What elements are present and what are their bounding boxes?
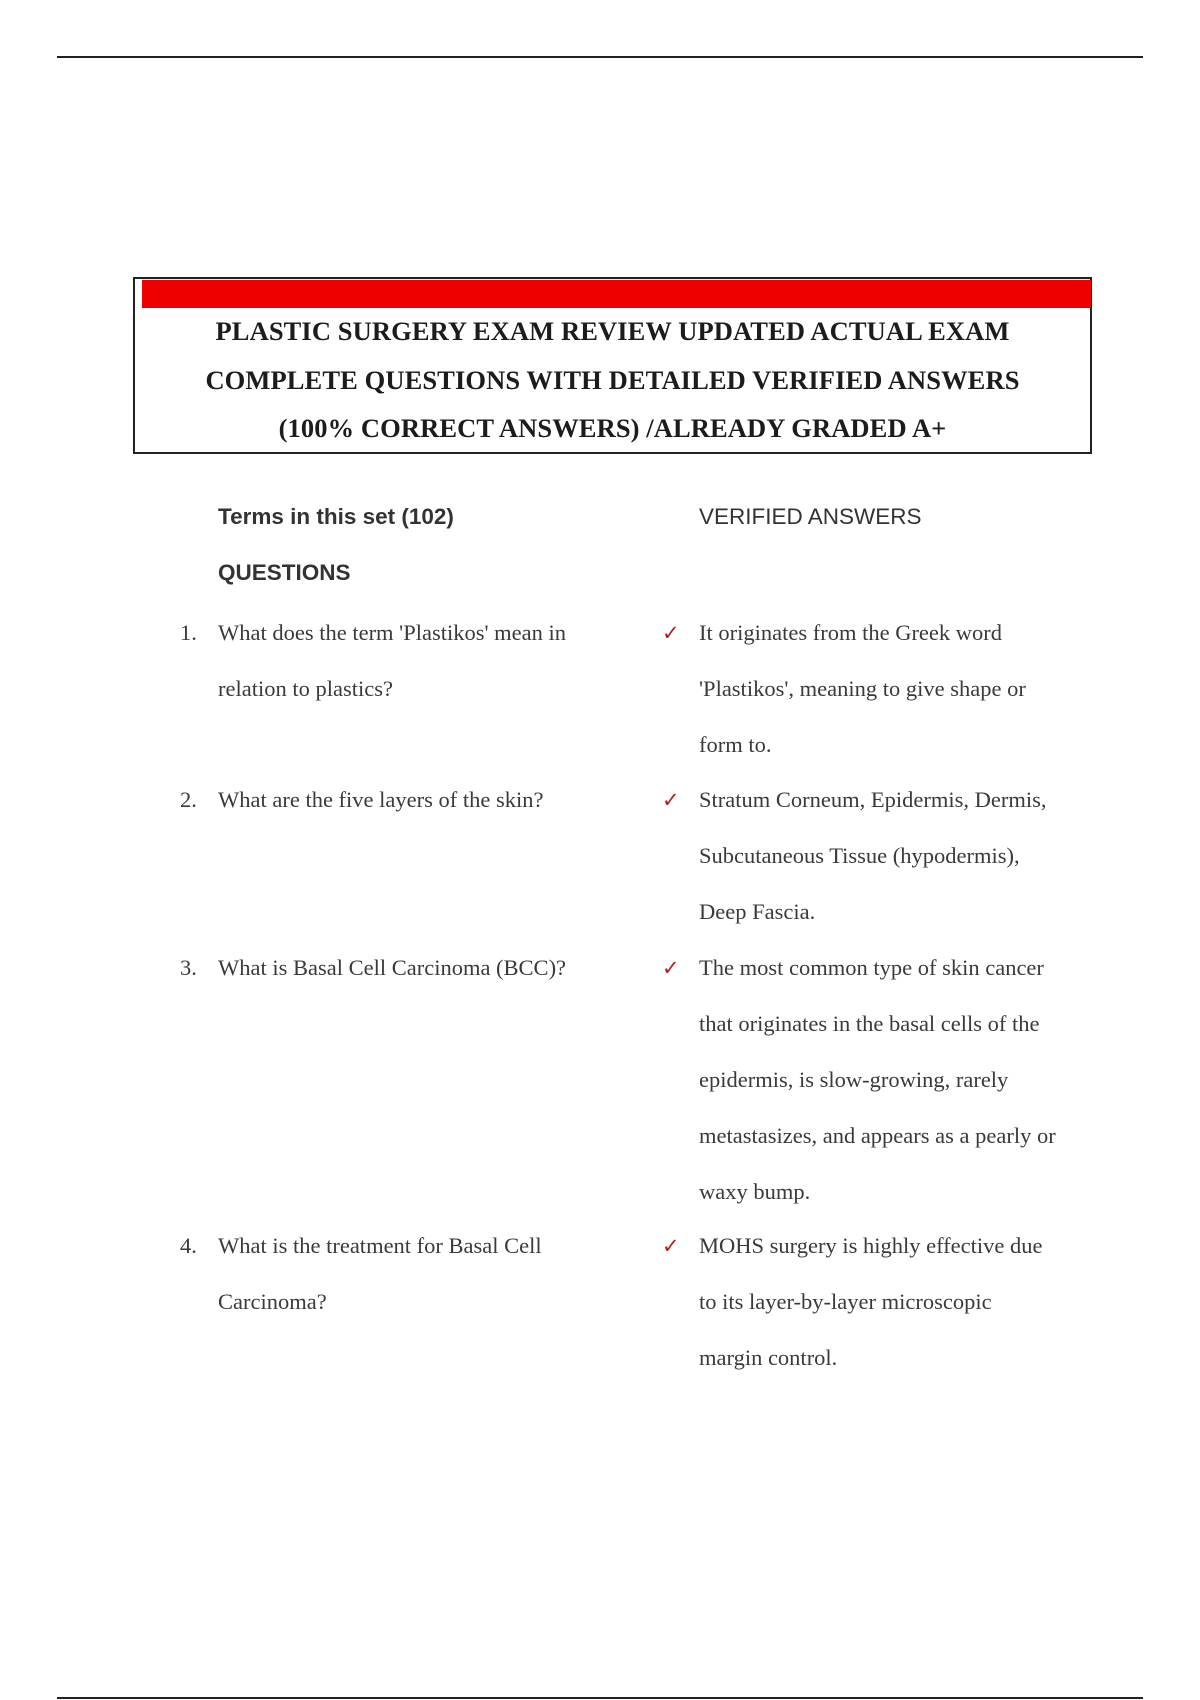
bottom-rule xyxy=(57,1697,1143,1699)
answer-text xyxy=(699,1218,1099,1386)
question-number: 1. xyxy=(180,620,197,645)
answer-text xyxy=(699,772,1099,940)
answer-line: waxy bump. xyxy=(699,1179,811,1204)
answer-line: form to. xyxy=(699,732,772,757)
question-line: Carcinoma? xyxy=(218,1289,327,1314)
verified-answers-heading: VERIFIED ANSWERS xyxy=(699,504,922,529)
question-line: What is the treatment for Basal Cell xyxy=(218,1233,542,1258)
question-text xyxy=(218,605,603,717)
answer-line: margin control. xyxy=(699,1345,838,1370)
question-number: 4. xyxy=(180,1233,197,1258)
checkmark-icon: ✓ xyxy=(662,621,680,645)
question-number: 2. xyxy=(180,787,197,812)
title-box xyxy=(133,277,1092,454)
title-line: (100% CORRECT ANSWERS) /ALREADY GRADED A+ xyxy=(278,413,947,443)
answer-line: that originates in the basal cells of the xyxy=(699,1011,1040,1036)
question-line: What does the term 'Plastikos' mean in xyxy=(218,620,567,645)
question-text xyxy=(218,1218,603,1330)
top-rule xyxy=(57,56,1143,58)
answer-line: Stratum Corneum, Epidermis, Dermis, xyxy=(699,787,1047,812)
answer-text xyxy=(699,940,1099,1220)
answer-line: to its layer-by-layer microscopic xyxy=(699,1289,992,1314)
title-line: PLASTIC SURGERY EXAM REVIEW UPDATED ACTUAL EXAM xyxy=(215,316,1010,346)
answer-line: metastasizes, and appears as a pearly or xyxy=(699,1123,1056,1148)
title-line: COMPLETE QUESTIONS WITH DETAILED VERIFIED ANSWERS xyxy=(205,364,1020,395)
checkmark-icon: ✓ xyxy=(662,956,680,980)
answer-line: It originates from the Greek word xyxy=(699,620,1003,645)
checkmark-icon: ✓ xyxy=(662,788,680,812)
answer-line: Subcutaneous Tissue (hypodermis), xyxy=(699,843,1020,868)
question-number: 3. xyxy=(180,955,197,980)
checkmark-icon: ✓ xyxy=(662,1234,680,1258)
answer-line: 'Plastikos', meaning to give shape or xyxy=(699,676,1026,701)
title-accent-bar xyxy=(142,280,1091,308)
terms-count-label: Terms in this set (102) xyxy=(218,504,454,529)
question-line: relation to plastics? xyxy=(218,676,393,701)
question-text xyxy=(218,940,603,996)
answer-line: The most common type of skin cancer xyxy=(699,955,1044,980)
answer-line: Deep Fascia. xyxy=(699,899,816,924)
document-title xyxy=(135,307,1090,453)
questions-heading: QUESTIONS xyxy=(218,560,351,585)
answer-line: epidermis, is slow-growing, rarely xyxy=(699,1067,1009,1092)
question-text xyxy=(218,772,603,828)
answer-text xyxy=(699,605,1099,773)
answer-line: MOHS surgery is highly effective due xyxy=(699,1233,1043,1258)
question-line: What is Basal Cell Carcinoma (BCC)? xyxy=(218,955,567,980)
question-line: What are the five layers of the skin? xyxy=(218,787,544,812)
